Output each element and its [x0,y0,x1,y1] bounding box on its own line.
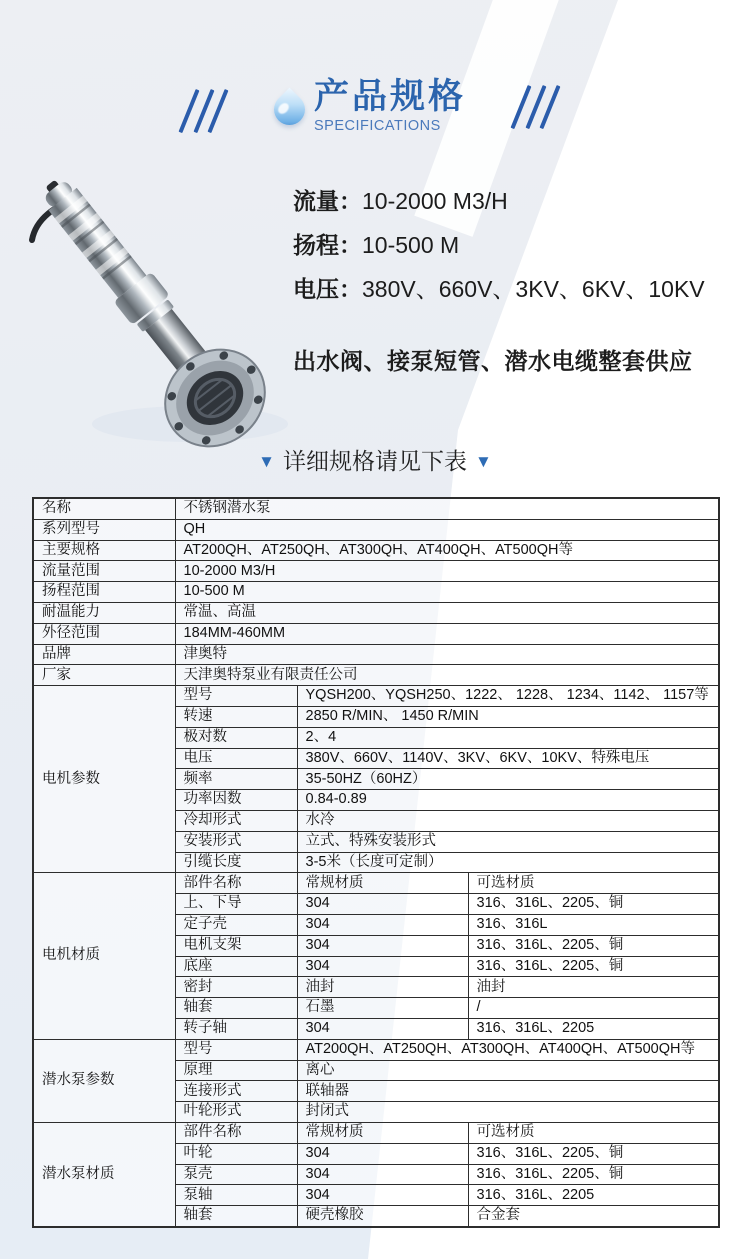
pump-product-image [12,162,302,452]
row-optional-material-cell: 可选材质 [468,873,719,894]
row-value-cell: AT200QH、AT250QH、AT300QH、AT400QH、AT500QH等 [297,1039,719,1060]
row-optional-material-cell: 316、316L、2205、铜 [468,1143,719,1164]
table-row [33,1122,719,1143]
row-value-cell: 3-5米（长度可定制） [297,852,719,873]
row-key-cell: 电机支架 [175,935,297,956]
table-row [33,540,719,561]
row-key-cell: 电压 [175,748,297,769]
row-key-cell: 底座 [175,956,297,977]
row-value-cell: 380V、660V、1140V、3KV、6KV、10KV、特殊电压 [297,748,719,769]
row-label-cell: 耐温能力 [33,602,175,623]
down-triangle-icon: ▼ [258,452,275,471]
row-optional-material-cell: 合金套 [468,1206,719,1227]
row-label-cell: 主要规格 [33,540,175,561]
row-label-cell: 外径范围 [33,623,175,644]
row-key-cell: 型号 [175,1039,297,1060]
row-key-cell: 泵轴 [175,1185,297,1206]
row-optional-material-cell: 油封 [468,977,719,998]
row-key-cell: 连接形式 [175,1081,297,1102]
row-standard-material-cell: 304 [297,914,468,935]
page-title: 产品规格 [314,77,467,116]
row-key-cell: 叶轮形式 [175,1102,297,1123]
row-optional-material-cell: 316、316L、2205、铜 [468,894,719,915]
row-standard-material-cell: 常规材质 [297,1122,468,1143]
row-standard-material-cell: 硬壳橡胶 [297,1206,468,1227]
spec-value: 10-500 M [362,232,460,258]
row-value-cell: 立式、特殊安装形式 [297,831,719,852]
row-key-cell: 冷却形式 [175,810,297,831]
header-title-block [314,76,466,134]
key-specs [293,186,705,318]
water-drop-icon [268,88,312,132]
row-value-cell: 不锈钢潜水泵 [175,498,719,519]
row-optional-material-cell: 316、316L [468,914,719,935]
spec-line-head [293,230,705,274]
down-triangle-icon: ▼ [475,452,492,471]
table-row [33,686,719,707]
row-key-cell: 频率 [175,769,297,790]
row-key-cell: 转子轴 [175,1018,297,1039]
table-row [33,602,719,623]
group-label-cell: 潜水泵材质 [33,1122,175,1226]
row-standard-material-cell: 304 [297,1143,468,1164]
row-label-cell: 厂家 [33,665,175,686]
row-value-cell: QH [175,519,719,540]
row-key-cell: 功率因数 [175,790,297,811]
row-standard-material-cell: 油封 [297,977,468,998]
group-label-cell: 电机材质 [33,873,175,1039]
table-row [33,873,719,894]
row-key-cell: 转速 [175,706,297,727]
row-key-cell: 轴套 [175,1206,297,1227]
spec-value: 380V、660V、3KV、6KV、10KV [362,276,705,302]
group-label-cell: 电机参数 [33,686,175,873]
row-optional-material-cell: 可选材质 [468,1122,719,1143]
slashes-right-icon [519,84,552,130]
row-optional-material-cell: 316、316L、2205、铜 [468,1164,719,1185]
table-row [33,561,719,582]
row-key-cell: 引缆长度 [175,852,297,873]
spec-line-voltage [293,274,705,318]
row-value-cell: 天津奥特泵业有限责任公司 [175,665,719,686]
page-subtitle: SPECIFICATIONS [314,118,441,134]
row-key-cell: 泵壳 [175,1164,297,1185]
row-key-cell: 部件名称 [175,873,297,894]
table-heading: 详细规格请见下表 [283,448,467,474]
row-key-cell: 上、下导 [175,894,297,915]
row-value-cell: 10-500 M [175,582,719,603]
row-standard-material-cell: 304 [297,935,468,956]
spec-label: 扬程： [293,232,362,258]
row-label-cell: 流量范围 [33,561,175,582]
row-optional-material-cell: 316、316L、2205 [468,1185,719,1206]
row-key-cell: 部件名称 [175,1122,297,1143]
table-heading-row [0,443,750,476]
spec-value: 10-2000 M3/H [362,188,508,214]
table-row [33,665,719,686]
row-standard-material-cell: 304 [297,1018,468,1039]
row-value-cell: 津奥特 [175,644,719,665]
row-key-cell: 轴套 [175,998,297,1019]
row-value-cell: 离心 [297,1060,719,1081]
spec-table-body [33,498,719,1227]
row-value-cell: 水冷 [297,810,719,831]
row-key-cell: 密封 [175,977,297,998]
row-optional-material-cell: / [468,998,719,1019]
row-value-cell: 35-50HZ（60HZ） [297,769,719,790]
table-row [33,519,719,540]
row-value-cell: 联轴器 [297,1081,719,1102]
row-standard-material-cell: 304 [297,956,468,977]
spec-line-flow [293,186,705,230]
spec-label: 流量： [293,188,362,214]
row-label-cell: 系列型号 [33,519,175,540]
row-label-cell: 名称 [33,498,175,519]
row-key-cell: 原理 [175,1060,297,1081]
row-standard-material-cell: 304 [297,1164,468,1185]
group-label-cell: 潜水泵参数 [33,1039,175,1122]
row-value-cell: AT200QH、AT250QH、AT300QH、AT400QH、AT500QH等 [175,540,719,561]
row-value-cell: 0.84-0.89 [297,790,719,811]
row-standard-material-cell: 石墨 [297,998,468,1019]
table-row [33,644,719,665]
row-optional-material-cell: 316、316L、2205 [468,1018,719,1039]
row-label-cell: 扬程范围 [33,582,175,603]
row-value-cell: 2、4 [297,727,719,748]
row-key-cell: 型号 [175,686,297,707]
row-optional-material-cell: 316、316L、2205、铜 [468,956,719,977]
spec-label: 电压： [293,276,362,302]
row-key-cell: 极对数 [175,727,297,748]
row-value-cell: 封闭式 [297,1102,719,1123]
table-row [33,1039,719,1060]
row-standard-material-cell: 304 [297,1185,468,1206]
row-key-cell: 叶轮 [175,1143,297,1164]
row-standard-material-cell: 常规材质 [297,873,468,894]
row-value-cell: YQSH200、YQSH250、1222、 1228、 1234、1142、 1157等 [297,686,719,707]
row-key-cell: 定子壳 [175,914,297,935]
supply-note: 出水阀、接泵短管、潜水电缆整套供应 [293,348,693,374]
spec-table-wrap [32,497,720,1228]
row-value-cell: 常温、高温 [175,602,719,623]
row-label-cell: 品牌 [33,644,175,665]
row-standard-material-cell: 304 [297,894,468,915]
table-row [33,582,719,603]
slashes-left-icon [187,88,220,134]
row-optional-material-cell: 316、316L、2205、铜 [468,935,719,956]
row-value-cell: 184MM-460MM [175,623,719,644]
row-value-cell: 10-2000 M3/H [175,561,719,582]
table-row [33,498,719,519]
table-row [33,623,719,644]
spec-table [32,497,720,1228]
row-value-cell: 2850 R/MIN、 1450 R/MIN [297,706,719,727]
row-key-cell: 安装形式 [175,831,297,852]
